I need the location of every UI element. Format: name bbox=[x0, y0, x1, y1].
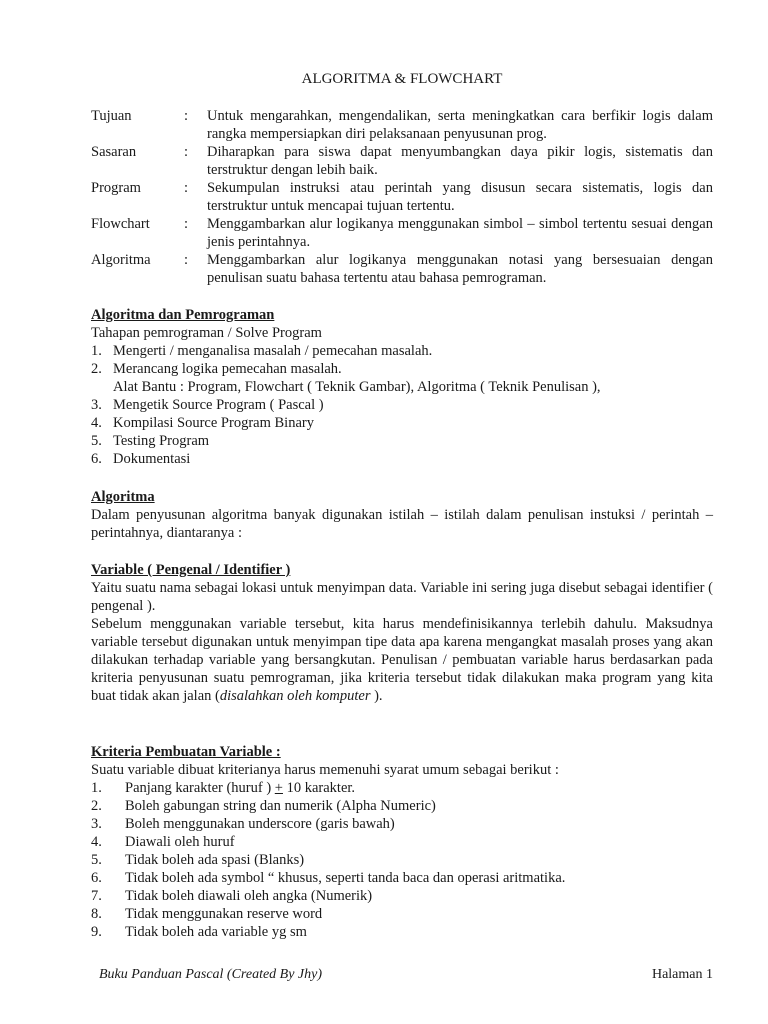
list-text: Tidak boleh ada spasi (Blanks) bbox=[125, 852, 305, 868]
paragraph-end: ). bbox=[370, 688, 383, 704]
list-item bbox=[91, 779, 713, 797]
list-item bbox=[91, 414, 713, 432]
list-text: Diawali oleh huruf bbox=[125, 834, 235, 850]
page-title: ALGORITMA & FLOWCHART bbox=[301, 71, 503, 87]
list-number: 6. bbox=[91, 870, 102, 886]
definition-colon: : bbox=[184, 252, 189, 268]
list-text: Kompilasi Source Program Binary bbox=[113, 415, 314, 431]
list-item bbox=[91, 815, 713, 833]
list-item bbox=[91, 851, 713, 869]
list-number: 2. bbox=[91, 361, 102, 377]
section-heading: Kriteria Pembuatan Variable : bbox=[91, 744, 281, 760]
plus-minus-sign: + bbox=[274, 780, 283, 796]
definition-colon: : bbox=[184, 108, 189, 124]
list-number: 3. bbox=[91, 816, 102, 832]
definition-term: Flowchart bbox=[91, 216, 150, 232]
list-number: 8. bbox=[91, 906, 102, 922]
section-algoritma-pemrograman bbox=[91, 306, 713, 468]
list-item bbox=[91, 432, 713, 450]
list-item bbox=[91, 396, 713, 414]
section-kriteria bbox=[91, 743, 713, 941]
list-text-part: Panjang karakter (huruf ) bbox=[125, 780, 275, 796]
paragraph-italic: disalahkan oleh komputer bbox=[219, 688, 371, 704]
list-text: Merancang logika pemecahan masalah. bbox=[113, 361, 342, 377]
list-text: Testing Program bbox=[113, 433, 210, 449]
section-heading: Variable ( Pengenal / Identifier ) bbox=[91, 562, 291, 578]
definition-desc: Untuk mengarahkan, mengendalikan, serta meningkatkan cara berfikir logis dalam rangka mempersiapkan diri pelaksanaan penyusunan prog. bbox=[207, 108, 713, 142]
list-text: Dokumentasi bbox=[113, 451, 191, 467]
list-item bbox=[91, 923, 713, 941]
definition-row bbox=[91, 215, 713, 251]
definition-row bbox=[91, 179, 713, 215]
list-text: Tidak boleh ada symbol “ khusus, seperti tanda baca dan operasi aritmatika. bbox=[125, 870, 566, 886]
list-text: Boleh gabungan string dan numerik (Alpha Numeric) bbox=[125, 798, 436, 814]
definition-desc: Menggambarkan alur logikanya menggunakan simbol – simbol tertentu sesuai dengan jenis perintahnya. bbox=[207, 216, 713, 250]
section-paragraph: Dalam penyusunan algoritma banyak digunakan istilah – istilah dalam penulisan instuksi / perintah – perintahnya, diantaranya : bbox=[91, 507, 713, 541]
definition-colon: : bbox=[184, 180, 189, 196]
page-footer bbox=[91, 966, 713, 984]
list-text bbox=[125, 779, 355, 797]
section-paragraph: Yaitu suatu nama sebagai lokasi untuk menyimpan data. Variable ini sering juga disebut sebagai identifier ( pengenal ). bbox=[91, 580, 713, 614]
list-number: 4. bbox=[91, 415, 102, 431]
list-number: 6. bbox=[91, 451, 102, 467]
section-paragraph bbox=[91, 615, 713, 705]
definition-colon: : bbox=[184, 216, 189, 232]
definition-term: Program bbox=[91, 180, 141, 196]
list-item bbox=[91, 342, 713, 360]
definition-term: Sasaran bbox=[91, 144, 137, 160]
section-variable bbox=[91, 561, 713, 705]
list-item bbox=[91, 360, 713, 378]
list-number: 1. bbox=[91, 343, 102, 359]
list-item bbox=[91, 450, 713, 468]
list-text: Boleh menggunakan underscore (garis bawah) bbox=[125, 816, 395, 832]
definition-desc: Menggambarkan alur logikanya menggunakan notasi yang bersesuaian dengan penulisan suatu bahasa tertentu atau bahasa pemrograman. bbox=[207, 252, 713, 286]
footer-page-number: Halaman 1 bbox=[651, 967, 713, 982]
list-text: Tidak menggunakan reserve word bbox=[125, 906, 323, 922]
list-number: 5. bbox=[91, 852, 102, 868]
list-number: 3. bbox=[91, 397, 102, 413]
section-heading: Algoritma bbox=[91, 489, 155, 505]
definition-term: Tujuan bbox=[91, 108, 132, 124]
list-number: 7. bbox=[91, 888, 102, 904]
paragraph-text: Sebelum menggunakan variable tersebut, kita harus mendefinisikannya terlebih dahulu. Maksudnya variable tersebut digunakan untuk menyimpan tipe data apa karena mengangkat masalah proses yang akan dilakukan terhadap variable yang bersangkutan. Penulisan / pembuatan variable harus berdasarkan pada kriteria penyusunan suatu pemrograman, jika kriteria tersebut tidak dilakukan maka program yang kita buat tidak akan jalan ( bbox=[91, 616, 713, 704]
footer-book-title: Buku Panduan Pascal (Created By Jhy) bbox=[99, 967, 323, 982]
definition-term: Algoritma bbox=[91, 252, 151, 268]
definition-colon: : bbox=[184, 144, 189, 160]
list-text: Mengerti / menganalisa masalah / pemecahan masalah. bbox=[113, 343, 433, 359]
list-text: Tidak boleh ada variable yg sm bbox=[125, 924, 307, 940]
list-text: Mengetik Source Program ( Pascal ) bbox=[113, 397, 324, 413]
section-algoritma bbox=[91, 488, 713, 542]
list-item bbox=[91, 797, 713, 815]
list-text: Tidak boleh diawali oleh angka (Numerik) bbox=[125, 888, 373, 904]
definition-desc: Sekumpulan instruksi atau perintah yang disusun secara sistematis, logis dan terstruktur untuk mencapai tujuan tertentu. bbox=[207, 180, 713, 214]
list-text-part: 10 karakter. bbox=[282, 780, 356, 796]
section-heading: Algoritma dan Pemrograman bbox=[91, 307, 275, 323]
definition-row bbox=[91, 143, 713, 179]
definition-row bbox=[91, 251, 713, 287]
list-item bbox=[91, 869, 713, 887]
list-item bbox=[91, 833, 713, 851]
section-intro: Suatu variable dibuat kriterianya harus memenuhi syarat umum sebagai berikut : bbox=[91, 762, 559, 778]
definitions-list bbox=[91, 107, 713, 287]
list-item bbox=[91, 887, 713, 905]
list-number: 9. bbox=[91, 924, 102, 940]
definition-row bbox=[91, 107, 713, 143]
list-number: 5. bbox=[91, 433, 102, 449]
list-item bbox=[91, 905, 713, 923]
section-intro: Tahapan pemrograman / Solve Program bbox=[91, 325, 322, 341]
definition-desc: Diharapkan para siswa dapat menyumbangkan daya pikir logis, sistematis dan terstruktur dengan lebih baik. bbox=[207, 144, 713, 178]
alat-bantu-line: Alat Bantu : Program, Flowchart ( Teknik Gambar), Algoritma ( Teknik Penulisan ), bbox=[113, 379, 601, 395]
list-number: 2. bbox=[91, 798, 102, 814]
list-number: 4. bbox=[91, 834, 102, 850]
list-number: 1. bbox=[91, 780, 102, 796]
